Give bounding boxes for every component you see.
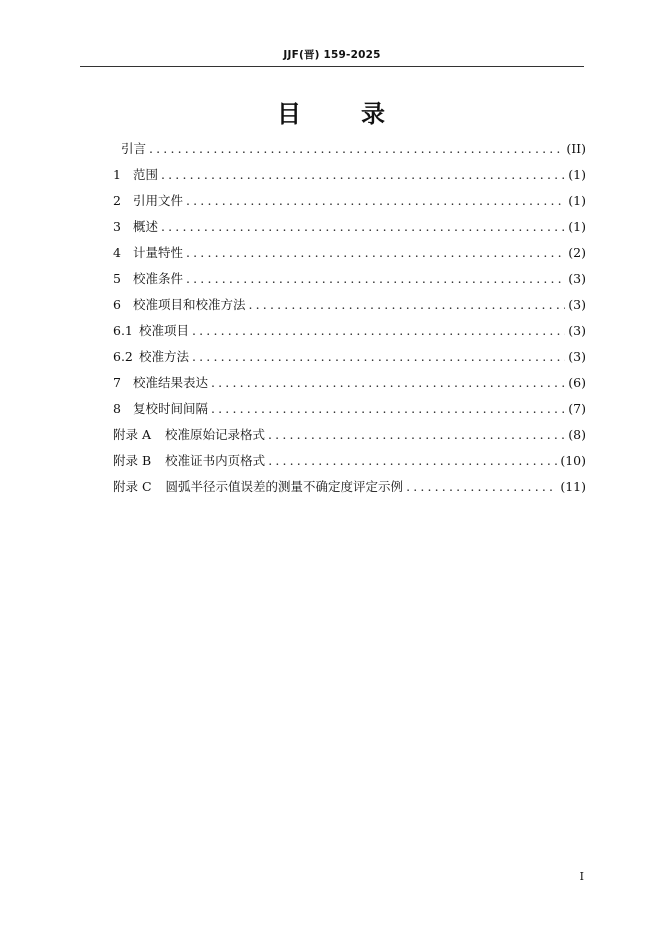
toc-entry-label: 引言 [121, 141, 147, 156]
toc-entry-page: (2) [568, 245, 586, 260]
toc-entry-4[interactable] [113, 243, 586, 269]
toc-entry-number: 6.2 [113, 349, 133, 364]
toc-entry-appendix-c[interactable] [113, 477, 586, 503]
toc-entry-number: 6 [113, 297, 121, 312]
toc-entry-page: (1) [568, 193, 586, 208]
toc-entry-3[interactable] [113, 217, 586, 243]
toc-leader-dots [186, 245, 565, 260]
toc-entry-number: 5 [113, 271, 121, 286]
toc-leader-dots [249, 297, 566, 312]
toc-entry-number: 8 [113, 401, 121, 416]
toc-entry-7[interactable] [113, 373, 586, 399]
toc-entry-label: 校准方法 [139, 349, 190, 364]
toc-entry-6-1[interactable] [113, 321, 586, 347]
toc-entry-page: (6) [568, 375, 586, 390]
toc-leader-dots [211, 401, 565, 416]
toc-leader-dots [161, 167, 565, 182]
toc-leader-dots [186, 193, 565, 208]
toc-leader-dots [268, 427, 565, 442]
toc-entry-6-2[interactable] [113, 347, 586, 373]
toc-leader-dots [161, 219, 565, 234]
toc-entry-label: 复校时间间隔 [133, 401, 209, 416]
toc-entry-appendix-a[interactable] [113, 425, 586, 451]
toc-entry-6[interactable] [113, 295, 586, 321]
document-header: JJF(晋) 159-2025 [80, 47, 584, 67]
toc-entry-label: 校准项目和校准方法 [133, 297, 246, 312]
toc-entry-number: 1 [113, 167, 121, 182]
toc-leader-dots [192, 349, 565, 364]
toc-entry-5[interactable] [113, 269, 586, 295]
toc-entry-page: (10) [560, 453, 586, 468]
toc-entry-label: 校准结果表达 [133, 375, 209, 390]
toc-entry-label: 校准原始记录格式 [165, 427, 266, 442]
toc-entry-page: (7) [568, 401, 586, 416]
toc-entry-label: 概述 [133, 219, 159, 234]
toc-entry-number: 7 [113, 375, 121, 390]
toc-leader-dots [192, 323, 565, 338]
toc-entry-label: 范围 [133, 167, 159, 182]
toc-entry-number: 3 [113, 219, 121, 234]
toc-entry-number: 附录 A [113, 427, 152, 442]
toc-entry-label: 圆弧半径示值误差的测量不确定度评定示例 [165, 479, 404, 494]
toc-entry-page: (8) [568, 427, 586, 442]
toc-entry-2[interactable] [113, 191, 586, 217]
toc-leader-dots [186, 271, 565, 286]
toc-entry-page: (11) [560, 479, 586, 494]
toc-entry-page: (1) [568, 167, 586, 182]
table-of-contents [113, 139, 586, 503]
toc-entry-page: (1) [568, 219, 586, 234]
toc-entry-page: (II) [566, 141, 586, 156]
toc-entry-number: 6.1 [113, 323, 133, 338]
page-number: I [579, 870, 584, 883]
toc-entry-page: (3) [568, 349, 586, 364]
toc-leader-dots [149, 141, 563, 156]
page-title [0, 94, 662, 129]
toc-entry-appendix-b[interactable] [113, 451, 586, 477]
toc-entry-label: 计量特性 [133, 245, 184, 260]
toc-entry-label: 引用文件 [133, 193, 184, 208]
toc-entry-label: 校准证书内页格式 [165, 453, 266, 468]
toc-leader-dots [406, 479, 557, 494]
toc-entry-page: (3) [568, 271, 586, 286]
toc-entry-1[interactable] [113, 165, 586, 191]
toc-entry-label: 校准条件 [133, 271, 184, 286]
toc-entry-8[interactable] [113, 399, 586, 425]
toc-entry-intro[interactable] [113, 139, 586, 165]
toc-entry-label: 校准项目 [139, 323, 190, 338]
toc-leader-dots [268, 453, 557, 468]
toc-entry-page: (3) [568, 297, 586, 312]
toc-entry-number: 附录 B [113, 453, 152, 468]
title-char-right: 录 [361, 100, 385, 128]
title-char-left: 目 [277, 100, 301, 128]
toc-leader-dots [211, 375, 565, 390]
toc-entry-number: 附录 C [113, 479, 152, 494]
toc-entry-number: 4 [113, 245, 121, 260]
toc-entry-number: 2 [113, 193, 121, 208]
toc-entry-page: (3) [568, 323, 586, 338]
